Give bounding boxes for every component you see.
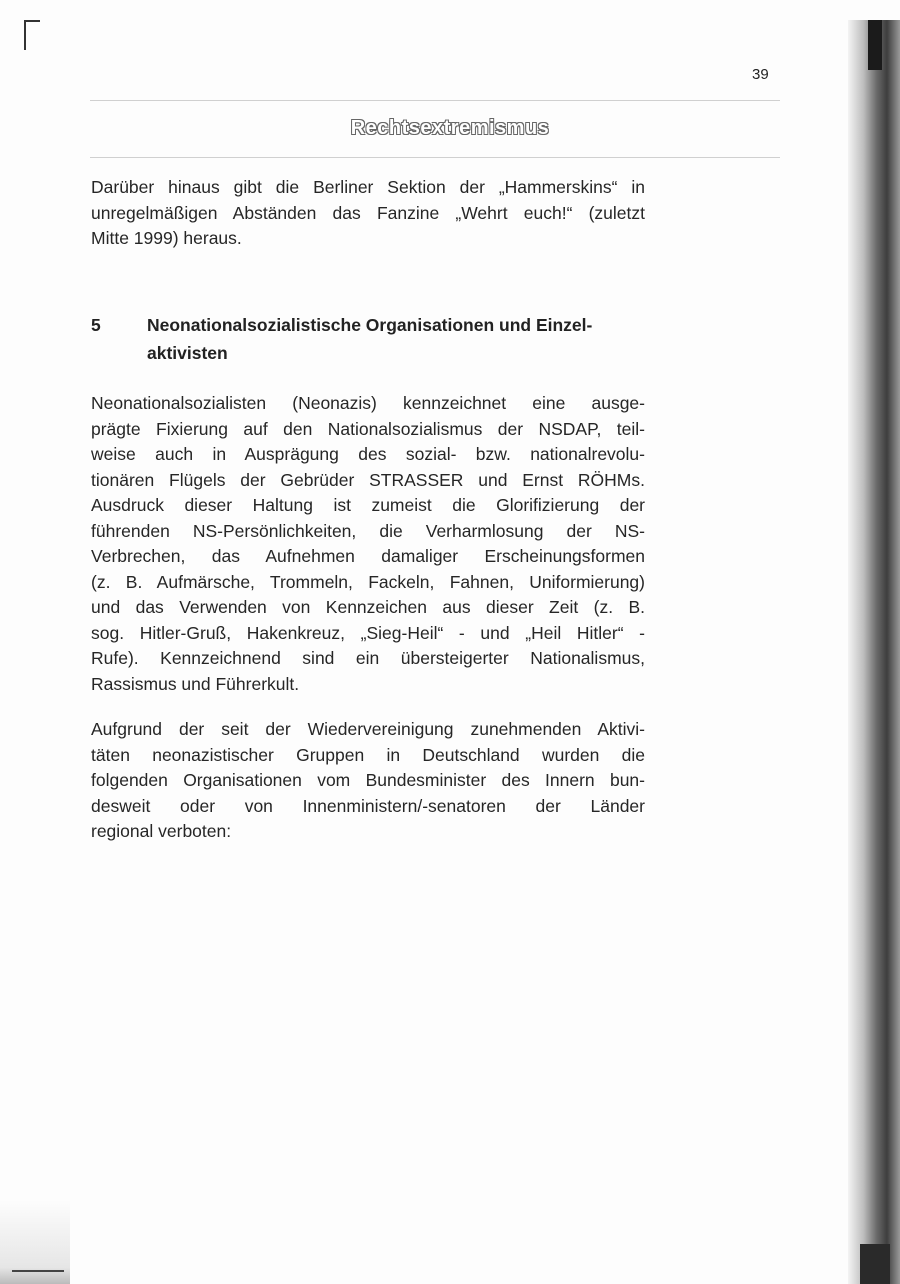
header-rule-top	[90, 100, 780, 101]
section-title-line: aktivisten	[147, 343, 228, 363]
text-line: unregelmäßigen Abständen das Fanzine „Wehrt euch!“ (zuletzt	[91, 202, 645, 223]
paragraph-bans	[91, 717, 645, 845]
crop-mark	[24, 20, 40, 22]
text-line: tionären Flügels der Gebrüder STRASSER und Ernst RÖHMs.	[91, 469, 645, 490]
paragraph-definition	[91, 391, 645, 697]
text-line: und das Verwenden von Kennzeichen aus dieser Zeit (z. B.	[91, 597, 645, 617]
text-line: sog. Hitler-Gruß, Hakenkreuz, „Sieg-Heil“ - und „Heil Hitler“ -	[91, 622, 645, 643]
running-title: Rechtsextremismus	[350, 117, 550, 139]
crop-mark	[12, 1270, 64, 1272]
text-line: Ausdruck dieser Haltung ist zumeist die Glorifizierung der	[91, 495, 645, 515]
text-line: Rufe). Kennzeichnend sind ein übersteigerter Nationalismus,	[91, 648, 645, 668]
paragraph-intro	[91, 175, 645, 252]
header-rule-bottom	[90, 157, 780, 158]
text-line: Aufgrund der seit der Wiedervereinigung zunehmenden Aktivi-	[91, 719, 645, 739]
text-line: Verbrechen, das Aufnehmen damaliger Erscheinungsformen	[91, 546, 645, 566]
text-line: (z. B. Aufmärsche, Trommeln, Fackeln, Fahnen, Uniformierung)	[91, 571, 645, 592]
text-line: Neonationalsozialisten (Neonazis) kennzeichnet eine ausge-	[91, 393, 645, 413]
text-line: weise auch in Ausprägung des sozial- bzw. nationalrevolu-	[91, 444, 645, 464]
binding-shadow-top	[868, 20, 882, 70]
binding-shadow	[848, 20, 900, 1284]
section-title	[147, 311, 647, 367]
crop-mark	[24, 20, 26, 50]
text-line: desweit oder von Innenministern/-senatoren der Länder	[91, 795, 645, 816]
text-line: regional verboten:	[91, 821, 232, 841]
text-line: täten neonazistischer Gruppen in Deutschland wurden die	[91, 744, 645, 765]
text-line: Mitte 1999) heraus.	[91, 228, 242, 248]
page-number: 39	[752, 66, 769, 83]
text-line: Rassismus und Führerkult.	[91, 673, 300, 694]
text-line: prägte Fixierung auf den Nationalsozialismus der NSDAP, teil-	[91, 418, 645, 439]
text-line: führenden NS-Persönlichkeiten, die Verharmlosung der NS-	[91, 520, 645, 541]
binding-shadow-bottom	[860, 1244, 890, 1284]
text-line: Darüber hinaus gibt die Berliner Sektion der „Hammerskins“ in	[91, 177, 645, 197]
section-title-line: Neonationalsozialistische Organisationen und Einzel-	[147, 315, 593, 335]
section-number: 5	[91, 315, 101, 335]
text-line: folgenden Organisationen vom Bundesminister des Innern bun-	[91, 770, 645, 790]
